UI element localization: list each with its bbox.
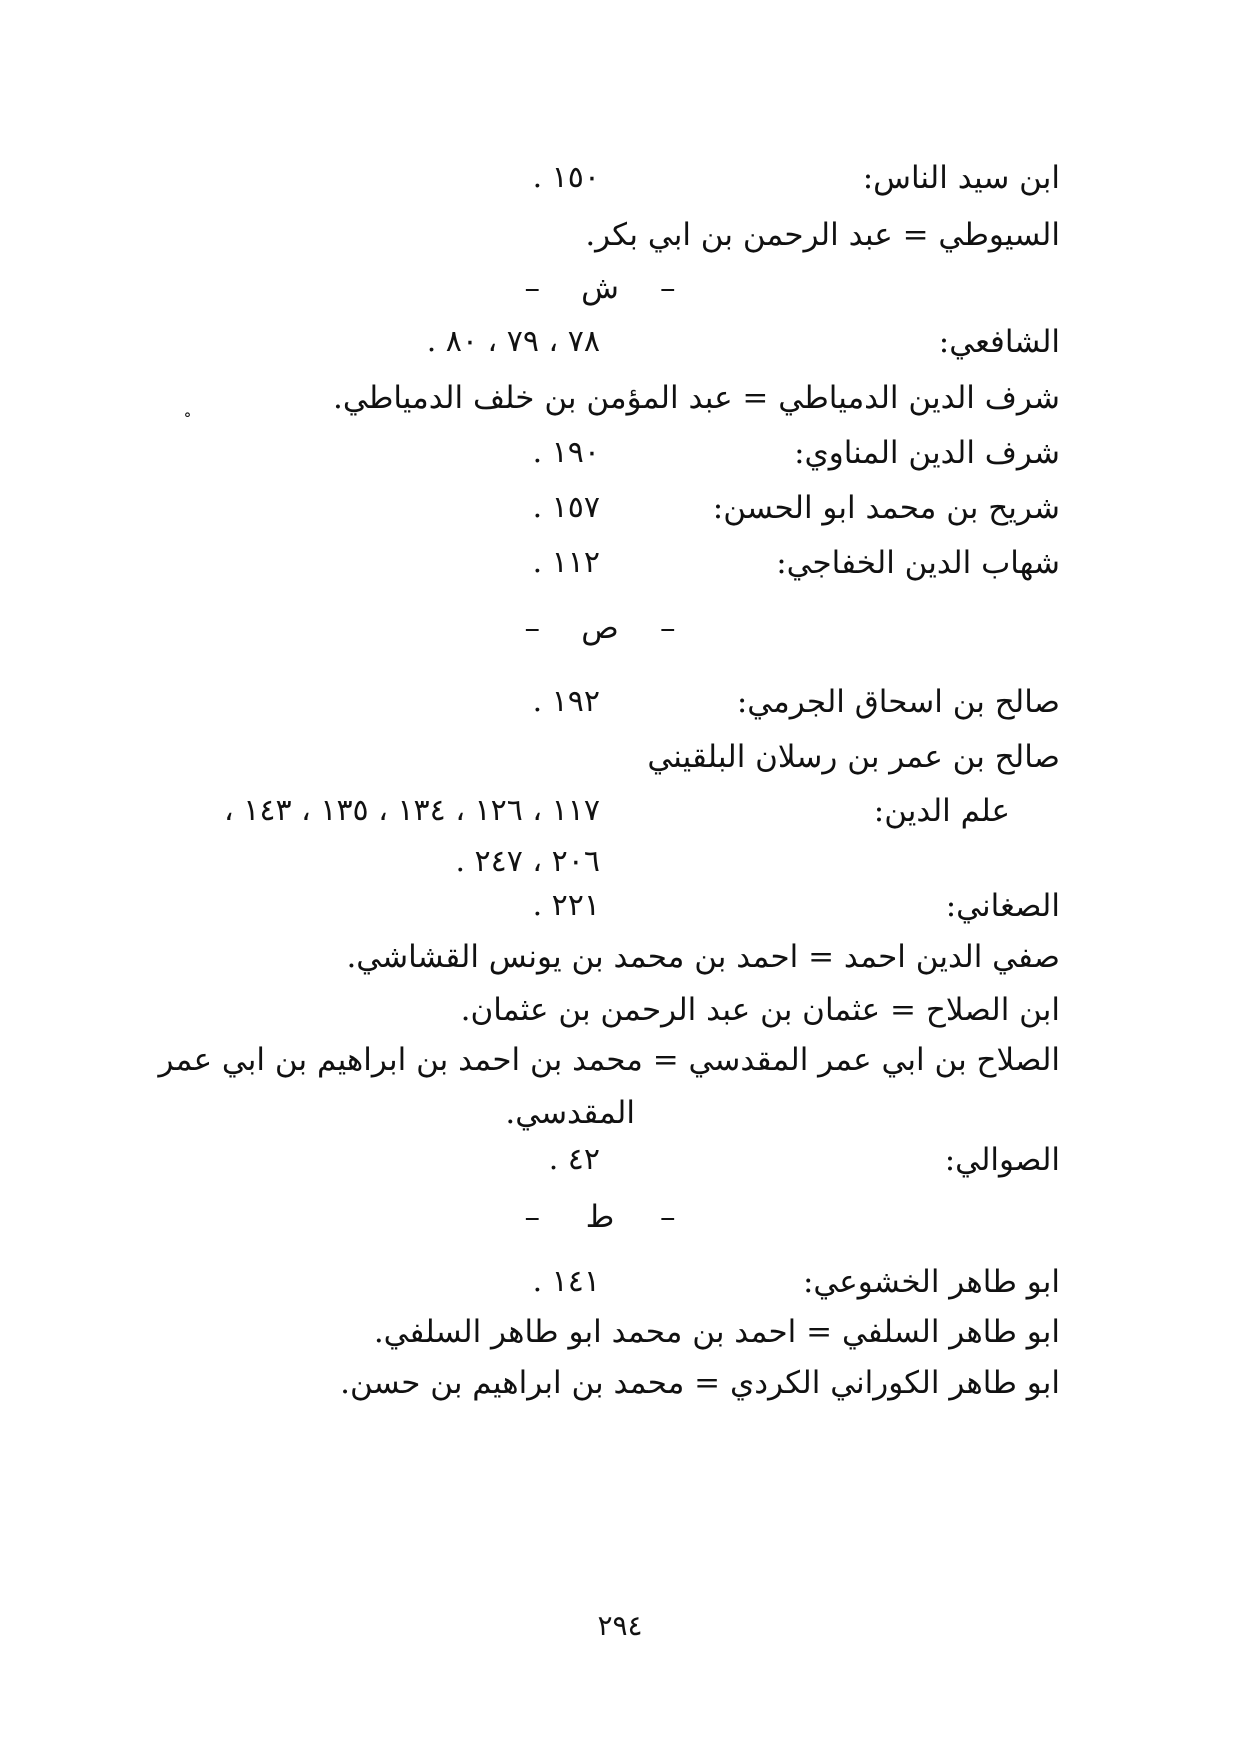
- index-entry-pages: ٧٨ ، ٧٩ ، ٨٠ .: [426, 324, 600, 359]
- index-entry-crossref: الصلاح بن ابي عمر المقدسي = محمد بن احمد بن ابراهيم بن ابي عمر: [158, 1042, 1060, 1078]
- index-entry-pages: ١٩٠ .: [532, 435, 600, 470]
- index-entry-crossref: ابو طاهر الكوراني الكردي = محمد بن ابراهيم بن حسن.: [340, 1365, 1060, 1401]
- index-entry-pages: ١١٢ .: [532, 545, 600, 580]
- index-entry-name: الصوالي:: [944, 1142, 1060, 1178]
- index-entry-name: ابن سيد الناس:: [862, 160, 1060, 196]
- index-entry-name: شهاب الدين الخفاجي:: [776, 545, 1060, 581]
- ink-speck: ˚: [183, 412, 192, 433]
- index-entry-name: صالح بن اسحاق الجرمي:: [736, 684, 1060, 720]
- index-entry-pages: ٢٢١ .: [532, 888, 600, 923]
- section-letter: ش: [581, 270, 619, 306]
- index-entry-crossref: السيوطي = عبد الرحمن بن ابي بكر.: [585, 217, 1060, 253]
- index-entry-name: شرف الدين المناوي:: [794, 435, 1060, 471]
- section-letter: ص: [581, 610, 619, 646]
- section-heading: –ص–: [524, 610, 676, 646]
- index-entry-crossref-continued: المقدسي.: [505, 1095, 635, 1131]
- index-entry-name: علم الدين:: [873, 793, 1010, 829]
- index-entry-pages: ١٤١ .: [532, 1264, 600, 1299]
- index-entry-pages: ٤٢ .: [548, 1142, 600, 1177]
- index-entry-pages: ١٩٢ .: [532, 684, 600, 719]
- index-entry-crossref: ابن الصلاح = عثمان بن عبد الرحمن بن عثمان.: [460, 992, 1060, 1028]
- index-entry-name: شريح بن محمد ابو الحسن:: [712, 490, 1060, 526]
- index-entry-crossref: ابو طاهر السلفي = احمد بن محمد ابو طاهر السلفي.: [373, 1314, 1060, 1350]
- index-entry-crossref: شرف الدين الدمياطي = عبد المؤمن بن خلف الدمياطي.: [333, 380, 1060, 416]
- index-entry-pages-continued: ٢٠٦ ، ٢٤٧ .: [455, 844, 600, 879]
- page-number: ٢٩٤: [597, 1609, 643, 1642]
- index-entry-pages: ١٥٧ .: [532, 490, 600, 525]
- index-entry-name: صالح بن عمر بن رسلان البلقيني: [647, 739, 1060, 775]
- index-entry-pages: ١١٧ ، ١٢٦ ، ١٣٤ ، ١٣٥ ، ١٤٣ ،: [224, 793, 600, 828]
- section-heading: –ط–: [524, 1199, 676, 1235]
- index-entry-name: الشافعي:: [938, 324, 1060, 360]
- index-entry-name: الصغاني:: [945, 888, 1060, 924]
- index-entry-name: ابو طاهر الخشوعي:: [802, 1264, 1060, 1300]
- section-letter: ط: [585, 1199, 615, 1235]
- index-entry-pages: ١٥٠ .: [532, 160, 600, 195]
- index-entry-crossref: صفي الدين احمد = احمد بن محمد بن يونس القشاشي.: [346, 939, 1060, 975]
- section-heading: –ش–: [524, 270, 676, 306]
